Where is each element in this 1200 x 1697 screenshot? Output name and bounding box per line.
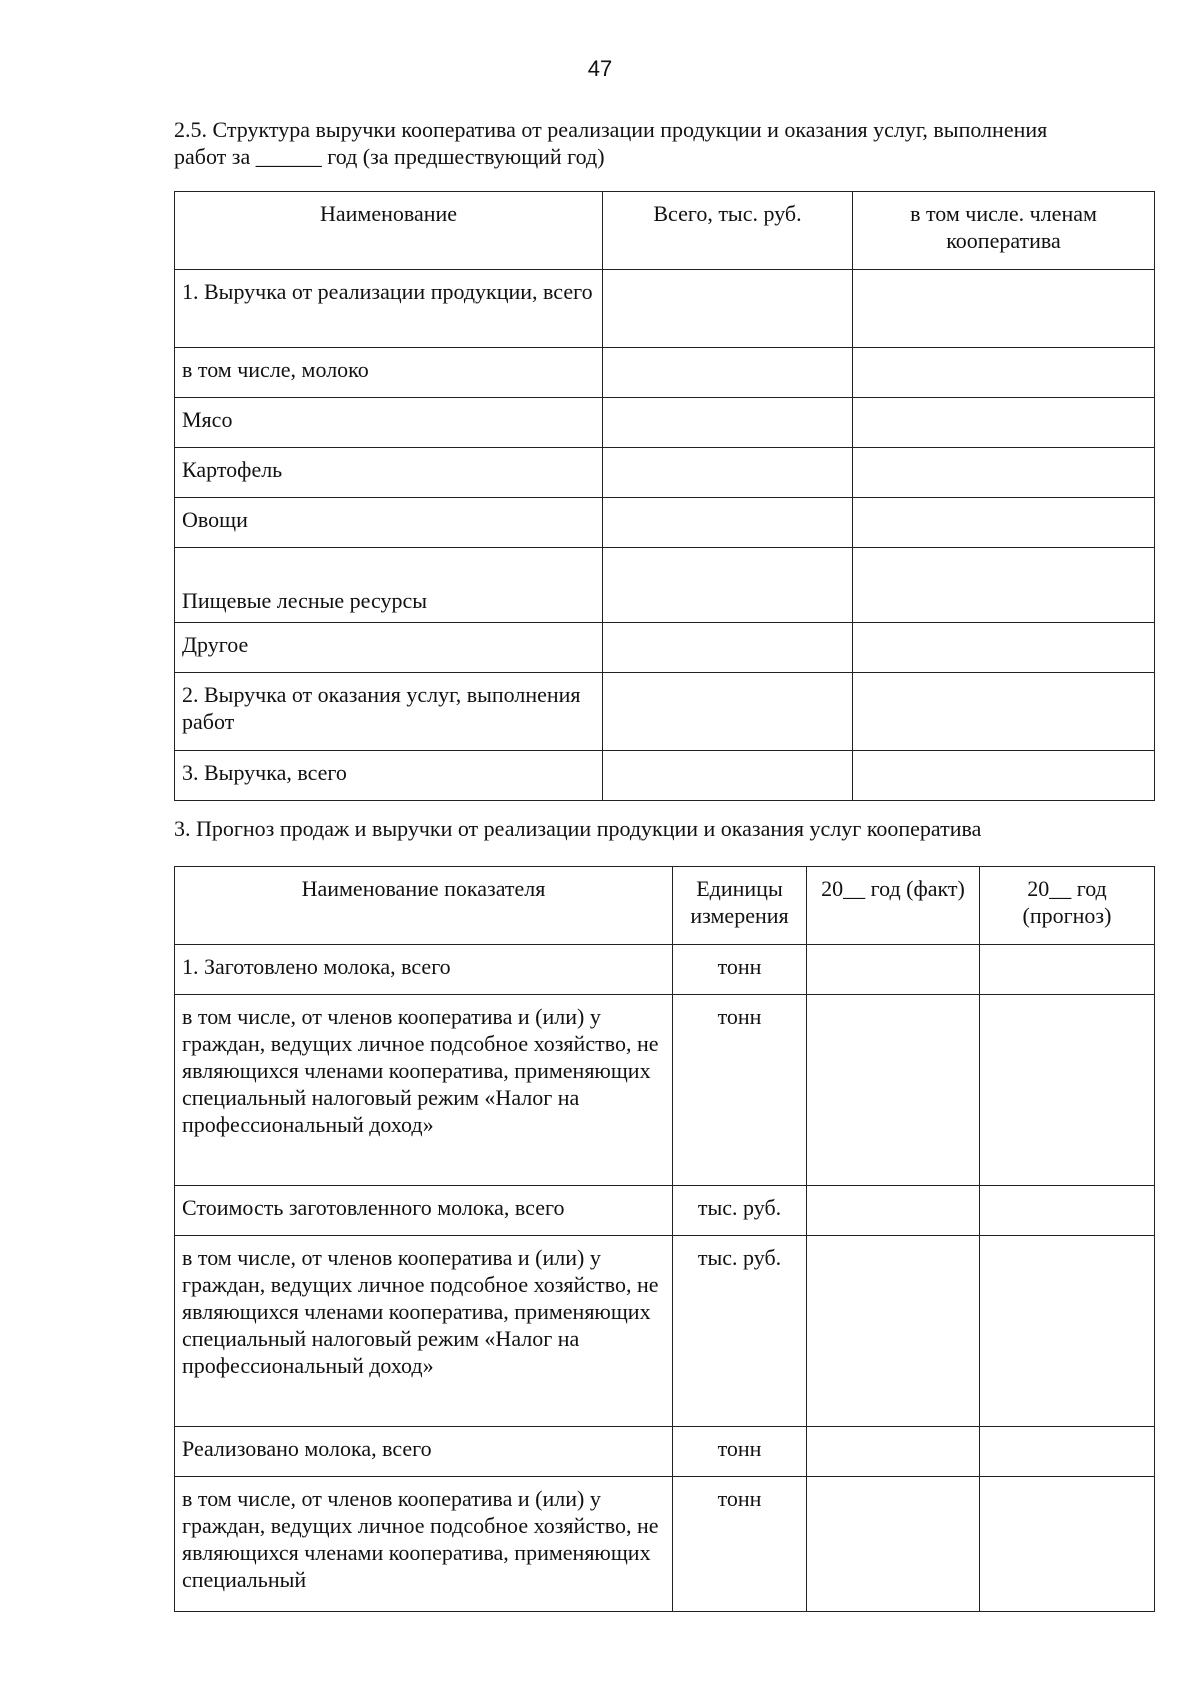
cell-total: [603, 348, 853, 398]
table-row: [175, 348, 1155, 398]
cell-fact: [807, 995, 980, 1186]
row-name: 1. Выручка от реализации продукции, всего: [175, 270, 603, 348]
row-name: Мясо: [175, 398, 603, 448]
col-header-total: Всего, тыс. руб.: [603, 192, 853, 270]
cell-total: [603, 751, 853, 801]
row-name: в том числе, от членов кооператива и (или) у граждан, ведущих личное подсобное хозяйство, не являющихся членами кооператива, применяющих специальный налоговый режим «Налог на профессиональный доход»: [175, 995, 673, 1186]
section-2-5-heading: [174, 116, 1154, 170]
row-name: Пищевые лесные ресурсы: [175, 548, 603, 623]
cell-members: [853, 548, 1155, 623]
cell-forecast: [980, 945, 1155, 995]
table-row: [175, 751, 1155, 801]
cell-members: [853, 448, 1155, 498]
cell-total: [603, 548, 853, 623]
cell-total: [603, 398, 853, 448]
cell-members: [853, 623, 1155, 673]
cell-unit: тыс. руб.: [673, 1186, 807, 1236]
table-row: [175, 673, 1155, 751]
col-header-unit: Единицы измерения: [673, 867, 807, 945]
table-row: [175, 498, 1155, 548]
table-row: [175, 945, 1155, 995]
row-name: Реализовано молока, всего: [175, 1427, 673, 1477]
table-row: [175, 1477, 1155, 1612]
cell-forecast: [980, 1477, 1155, 1612]
cell-fact: [807, 1427, 980, 1477]
cell-total: [603, 673, 853, 751]
row-name: Другое: [175, 623, 603, 673]
page-number: 47: [587, 56, 613, 81]
row-name: в том числе, от членов кооператива и (или) у граждан, ведущих личное подсобное хозяйство, не являющихся членами кооператива, применяющих специальный: [175, 1477, 673, 1612]
cell-unit: тонн: [673, 995, 807, 1186]
row-name: 1. Заготовлено молока, всего: [175, 945, 673, 995]
cell-fact: [807, 945, 980, 995]
cell-unit: тонн: [673, 1427, 807, 1477]
cell-members: [853, 673, 1155, 751]
cell-forecast: [980, 995, 1155, 1186]
table-row: [175, 270, 1155, 348]
cell-members: [853, 751, 1155, 801]
sales-forecast-table: [174, 866, 1155, 1612]
cell-fact: [807, 1477, 980, 1612]
table-row: [175, 1427, 1155, 1477]
table-row: [175, 1186, 1155, 1236]
section-2-5-heading-line2: работ за ______ год (за предшествующий год): [174, 144, 605, 169]
cell-total: [603, 623, 853, 673]
row-name: Овощи: [175, 498, 603, 548]
cell-forecast: [980, 1186, 1155, 1236]
cell-members: [853, 270, 1155, 348]
row-name: 3. Выручка, всего: [175, 751, 603, 801]
cell-unit: тонн: [673, 945, 807, 995]
row-name: Стоимость заготовленного молока, всего: [175, 1186, 673, 1236]
col-header-members: в том числе. членам кооператива: [853, 192, 1155, 270]
col-header-indicator: Наименование показателя: [175, 867, 673, 945]
cell-forecast: [980, 1236, 1155, 1427]
cell-fact: [807, 1236, 980, 1427]
cell-members: [853, 498, 1155, 548]
row-name: 2. Выручка от оказания услуг, выполнения работ: [175, 673, 603, 751]
table-header-row: [175, 867, 1155, 945]
section-3-heading: 3. Прогноз продаж и выручки от реализации продукции и оказания услуг кооператива: [174, 816, 982, 841]
table-row: [175, 548, 1155, 623]
cell-fact: [807, 1186, 980, 1236]
col-header-fact: 20__ год (факт): [807, 867, 980, 945]
cell-unit: тыс. руб.: [673, 1236, 807, 1427]
cell-total: [603, 448, 853, 498]
cell-members: [853, 398, 1155, 448]
cell-total: [603, 270, 853, 348]
row-name: в том числе, от членов кооператива и (или) у граждан, ведущих личное подсобное хозяйство, не являющихся членами кооператива, применяющих специальный налоговый режим «Налог на профессиональный доход»: [175, 1236, 673, 1427]
table-row: [175, 398, 1155, 448]
cell-total: [603, 498, 853, 548]
cell-forecast: [980, 1427, 1155, 1477]
row-name: Картофель: [175, 448, 603, 498]
col-header-name: Наименование: [175, 192, 603, 270]
cell-unit: тонн: [673, 1477, 807, 1612]
section-2-5-heading-line1: 2.5. Структура выручки кооператива от реализации продукции и оказания услуг, выполнения: [174, 117, 1048, 142]
table-row: [175, 623, 1155, 673]
table-row: [175, 995, 1155, 1186]
table-row: [175, 1236, 1155, 1427]
revenue-structure-table: [174, 191, 1155, 801]
row-name: в том числе, молоко: [175, 348, 603, 398]
table-row: [175, 448, 1155, 498]
col-header-forecast: 20__ год (прогноз): [980, 867, 1155, 945]
cell-members: [853, 348, 1155, 398]
table-header-row: [175, 192, 1155, 270]
